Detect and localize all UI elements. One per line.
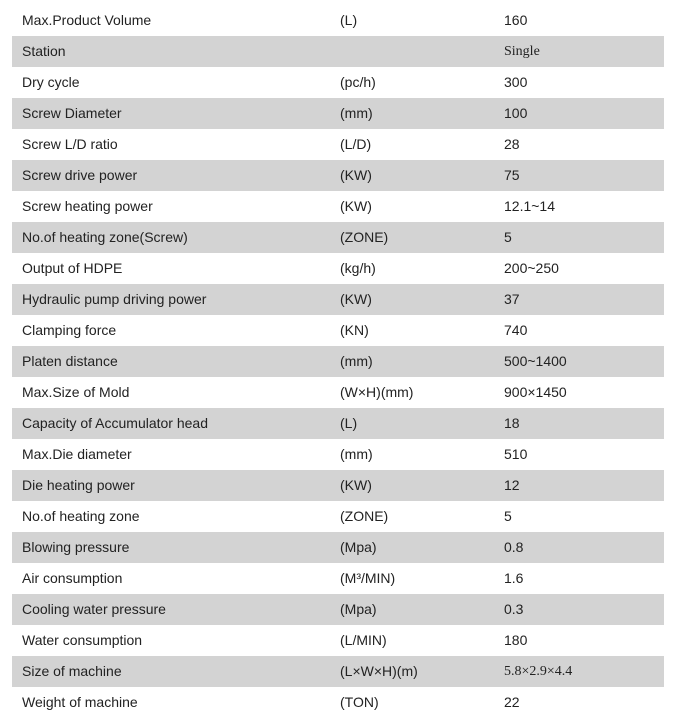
unit-cell: (ZONE) xyxy=(340,222,504,253)
parameter-cell: Cooling water pressure xyxy=(12,594,340,625)
unit-cell: (KW) xyxy=(340,470,504,501)
unit-cell: (KW) xyxy=(340,284,504,315)
table-row xyxy=(12,687,664,718)
value-cell: 12.1~14 xyxy=(504,198,555,214)
parameter-cell: No.of heating zone xyxy=(22,508,140,524)
value-cell: 75 xyxy=(504,160,664,191)
parameter-cell: Die heating power xyxy=(12,470,340,501)
unit-cell: (Mpa) xyxy=(340,594,504,625)
table-row xyxy=(12,36,664,67)
parameter-cell: Blowing pressure xyxy=(12,532,340,563)
table-row xyxy=(12,346,664,377)
unit-cell: (mm) xyxy=(340,346,504,377)
value-cell: 37 xyxy=(504,284,664,315)
table-row xyxy=(12,160,664,191)
parameter-cell: Clamping force xyxy=(22,322,117,338)
table-row xyxy=(12,191,664,222)
value-cell: 12 xyxy=(504,470,664,501)
value-cell: 1.6 xyxy=(504,570,524,586)
value-cell: 160 xyxy=(504,12,528,28)
parameter-cell: Output of HDPE xyxy=(22,260,123,276)
parameter-cell: Dry cycle xyxy=(22,74,80,90)
unit-cell: (L/D) xyxy=(340,136,372,152)
table-row xyxy=(12,625,664,656)
parameter-cell: Max.Die diameter xyxy=(22,446,132,462)
parameter-cell: Water consumption xyxy=(22,632,143,648)
value-cell: 500~1400 xyxy=(504,346,664,377)
table-row xyxy=(12,563,664,594)
value-cell: 0.8 xyxy=(504,532,664,563)
value-cell: 200~250 xyxy=(504,260,559,276)
table-row xyxy=(12,129,664,160)
value-cell: Single xyxy=(504,36,664,67)
value-cell: 5 xyxy=(504,222,664,253)
value-cell: 5.8×2.9×4.4 xyxy=(504,656,664,687)
table-row xyxy=(12,67,664,98)
value-cell: 740 xyxy=(504,322,528,338)
unit-cell: (KW) xyxy=(340,160,504,191)
unit-cell: (TON) xyxy=(340,694,379,710)
parameter-cell: Air consumption xyxy=(22,570,123,586)
value-cell: 510 xyxy=(504,446,528,462)
unit-cell: (mm) xyxy=(340,98,504,129)
parameter-cell: Screw drive power xyxy=(12,160,340,191)
parameter-cell: Weight of machine xyxy=(22,694,138,710)
unit-cell: (pc/h) xyxy=(340,74,376,90)
table-row xyxy=(12,315,664,346)
value-cell: 100 xyxy=(504,98,664,129)
parameter-cell: Screw Diameter xyxy=(12,98,340,129)
unit-cell: (ZONE) xyxy=(340,508,389,524)
unit-cell: (KN) xyxy=(340,322,369,338)
table-row xyxy=(12,222,664,253)
value-cell: 0.3 xyxy=(504,594,664,625)
unit-cell: (L) xyxy=(340,12,358,28)
table-row xyxy=(12,377,664,408)
value-cell: 28 xyxy=(504,136,520,152)
table-row xyxy=(12,594,664,625)
parameter-cell: Max.Size of Mold xyxy=(22,384,130,400)
unit-cell: (mm) xyxy=(340,446,373,462)
unit-cell: (KW) xyxy=(340,198,372,214)
table-row xyxy=(12,470,664,501)
table-row xyxy=(12,408,664,439)
table-row xyxy=(12,501,664,532)
table-row xyxy=(12,532,664,563)
table-row xyxy=(12,98,664,129)
parameter-cell: Max.Product Volume xyxy=(22,12,152,28)
table-row xyxy=(12,656,664,687)
value-cell: 18 xyxy=(504,408,664,439)
unit-cell: (Mpa) xyxy=(340,532,504,563)
table-row xyxy=(12,439,664,470)
unit-cell: (L) xyxy=(340,408,504,439)
parameter-cell: No.of heating zone(Screw) xyxy=(12,222,340,253)
table-row xyxy=(12,253,664,284)
unit-cell: (L×W×H)(m) xyxy=(340,656,504,687)
parameter-cell: Platen distance xyxy=(12,346,340,377)
value-cell: 22 xyxy=(504,694,520,710)
unit-cell: (M³/MIN) xyxy=(340,570,396,586)
unit-cell: (W×H)(mm) xyxy=(340,384,414,400)
specification-table xyxy=(12,5,664,718)
parameter-cell: Station xyxy=(12,36,340,67)
parameter-cell: Screw L/D ratio xyxy=(22,136,118,152)
value-cell: 900×1450 xyxy=(504,384,567,400)
unit-cell xyxy=(340,36,504,67)
parameter-cell: Hydraulic pump driving power xyxy=(12,284,340,315)
value-cell: 5 xyxy=(504,508,512,524)
value-cell: 180 xyxy=(504,632,528,648)
value-cell: 300 xyxy=(504,74,528,90)
unit-cell: (L/MIN) xyxy=(340,632,387,648)
parameter-cell: Capacity of Accumulator head xyxy=(12,408,340,439)
parameter-cell: Size of machine xyxy=(12,656,340,687)
parameter-cell: Screw heating power xyxy=(22,198,153,214)
table-row xyxy=(12,284,664,315)
table-row xyxy=(12,5,664,36)
unit-cell: (kg/h) xyxy=(340,260,376,276)
